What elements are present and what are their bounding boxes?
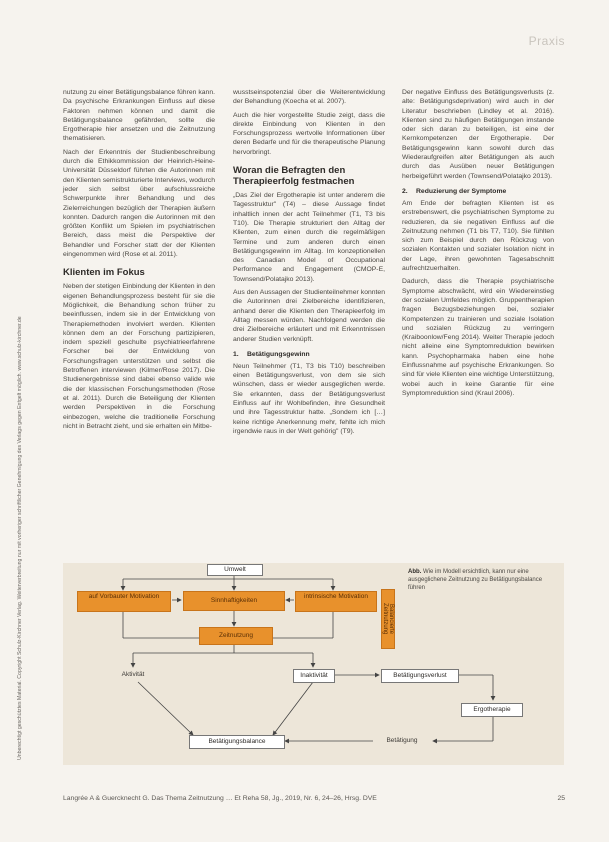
balanced-time-use-label: Balancierte Zeitnutzung bbox=[381, 589, 395, 649]
page-footer bbox=[63, 795, 565, 802]
paragraph: Auch die hier vorgestellte Studie zeigt, dass die direkte Einbindung von Klienten in den Forschungsprozess wertvolle Informationen über deren Bedarfe und für die therapeutische Planung hervorbringt. bbox=[233, 111, 385, 156]
subsection-number: 2. bbox=[402, 187, 408, 195]
node-betaetigungsbalance: Betätigungsbalance bbox=[189, 735, 285, 749]
subsection-heading bbox=[233, 350, 385, 359]
paragraph: Der negative Einfluss des Betätigungsverlusts (z. alte: Betätigungsdeprivation) wird auch in der Literatur beschrieben (Lindley et al. 2016). Klienten sind zu häufigen Betätigungen imstande oder sich daran zu beteiligen, ist eine der Kernkompetenzen der Ergotherapie. Der Betätigungsgewinn kann sowohl durch das Wiederaufgreifen alter Betätigungen als auch durch das Ausüben neuer Betätigungen herbeigeführt werden (Townsend/Polatajko 2013). bbox=[402, 89, 554, 180]
caption-text: Wie im Modell ersichtlich, kann nur eine ausgeglichene Zeitnutzung zu Betätigungsbalance führen bbox=[408, 569, 543, 591]
section-heading: Klienten im Fokus bbox=[63, 267, 145, 279]
paragraph: Neben der stetigen Einbindung der Klienten in den eigenen Behandlungsprozess besteht für sie die Möglichkeit, die Behandlung schon früher zu beeinflussen, indem sie in der Entwicklung von Therapiemethoden involviert werden. Klienten können dem an der Forschung partizipieren, indem speziell geschulte psychiatrieerfahrene Forscher bei der Entwicklung von Forschungsfragen unterstützen und selbst die Betroffenen interviewen (Kilmer/Rose 2017). Die Studienergebnisse sind dabei ebenso valide wie die der klassischen Forschungsmethoden (Rose et al. 2011). Durch die Beteiligung der Klienten werden Perspektiven in die Forschung einbezogen, welche die traditionelle Forschung nicht in Betracht zieht, und sie erhalten ein Mitbe- bbox=[63, 283, 215, 430]
node-sinnhaftigkeit: Sinnhaftigkeiten bbox=[183, 591, 285, 611]
paragraph: Nach der Erkenntnis der Studienbeschreibung durch die Ethikkommission der Heinrich-Heine-Universität Düsseldorf führten die Autorinnen mit den Klienten semistrukturierte Interviews, wodurch jeder sich selbst über aufschlussreiche Schwerpunkte ihrer Behandlung und des Zielerreichungen bezüglich der Therapien äußern konnten. Dadurch rangen die Autorinnen mit den größten Konflikt um Spielen im psychiatrischen Bereich, dass meist die Perspektive der Behandler und Forscher statt der der Klienten eingenommen wird (Rose et al. 2011). bbox=[63, 148, 215, 259]
text-column-2 bbox=[233, 88, 385, 440]
node-zeitnutzung: Zeitnutzung bbox=[199, 627, 273, 645]
footer-citation: Langrée A & Guercknecht G. Das Thema Zeitnutzung … Et Reha 58, Jg., 2019, Nr. 6, 24–26, Hrsg. DVE bbox=[63, 795, 377, 802]
paragraph: wusstseinspotenzial über die Weiterentwicklung der Behandlung (Koecha et al. 2007). bbox=[233, 89, 385, 106]
subsection-heading bbox=[402, 187, 554, 196]
paragraph: „Das Ziel der Ergotherapie ist unter anderem die Tagesstruktur" (T4) – diese Aussage findet inhaltlich innen der acht Teilnehmer (T1, T3 bis T10). Die Therapie strukturiert den Alltag der Klienten, zum einen durch die regelmäßigen Termine und zum anderen durch einen Betätigungsgewinn im Alltag. Im konzeptionellen des Canadian Model of Occupational Performance and Engagement (CMOP-E, Townsend/Polatajko 2013). bbox=[233, 192, 385, 283]
paragraph: nutzung zu einer Betätigungsbalance führen kann. Da psychische Erkrankungen Einfluss auf diese Faktoren nehmen können und damit die Betätigungsbalance gefährden, sollte die Ergotherapie hier ansetzen und die Zeitnutzung thematisieren. bbox=[63, 89, 215, 143]
paragraph: Am Ende der befragten Klienten ist es erstrebenswert, die psychiatrischen Symptome zu reduzieren, da sie negativen Einfluss auf die Zeitnutzung nehmen (T1 bis T7, T10). Sie fühlten sich zum Beispiel durch den Rückzug von sozialen Kontakten und sozialer Isolation nicht in der Lage, ihren gewohnten Tagesabschnitt aufrechtzuerhalten. bbox=[402, 199, 554, 273]
subsection-number: 1. bbox=[233, 350, 239, 358]
subsection-title: Reduzierung der Symptome bbox=[416, 187, 507, 195]
node-aktivitaet: Aktivität bbox=[121, 671, 145, 678]
paragraph: Aus den Aussagen der Studienteilnehmer konnten die Autorinnen drei Zielbereiche identifizieren, anhand derer die Klienten den Therapieerfolg im Alltag messen würden. Nachfolgend werden die drei Zielbereiche erläutert und mit Erkenntnissen anderer Studien verknüpft. bbox=[233, 289, 385, 343]
node-inaktivitaet: Inaktivität bbox=[293, 669, 335, 683]
caption-label: Abb. bbox=[408, 569, 422, 575]
figure-model bbox=[63, 563, 564, 765]
node-intrinsic-motivation: intrinsische Motivation bbox=[295, 591, 377, 612]
section-heading: Woran die Befragten den Therapieerfolg festmachen bbox=[233, 165, 355, 188]
node-extrinsic-motivation: auf Vorbauter Motivation bbox=[77, 591, 171, 612]
paragraph: Neun Teilnehmer (T1, T3 bis T10) beschreiben einen Betätigungsverlust, von dem sie sich wünschen, dass er wieder ausgeglichen werde. Sie erkannten, dass der Betätigungsverlust Einfluss auf ihr Wohlbefinden, ihre Gesundheit und ihre Tagesstruktur hatte. „Sondern ich […] keine richtige Anerkennung mehr, fehlte ich mich irgendwie raus in der Welt gehörig" (T9). bbox=[233, 362, 385, 435]
copyright-side-note: Unberechtigt geschütztes Material. Copyright Schulz-Kirchner Verlag. Weiterverbreitung nur mit vorheriger schriftlicher Genehmigung des Verlags gegen Entgelt möglich. www.schulz-kirchner.de bbox=[17, 316, 23, 760]
page-number: 25 bbox=[557, 795, 565, 802]
node-betaetigung: Betätigung bbox=[386, 737, 418, 744]
section-label: Praxis bbox=[528, 34, 565, 48]
node-ergotherapie: Ergotherapie bbox=[461, 703, 523, 717]
text-column-3 bbox=[402, 88, 554, 402]
figure-caption bbox=[408, 568, 558, 592]
subsection-title: Betätigungsgewinn bbox=[247, 350, 310, 358]
paragraph: Dadurch, dass die Therapie psychiatrische Symptome abschwächt, wird ein Wiedereinstieg der sozialen Umfeldes möglich. Gruppentherapien fragen Bezugsbeziehungen bei, sozialer Kompetenzen zu trainieren und soziale Isolation und sozialen Rückzug zu verringern (Kraiboonlow/Feng 2014). Weiter Therapie jedoch nicht alleine eine Symptomreduktion bewirken kann. Psychopharmaka haben eine hohe Einflussnahme auf psychische Erkrankungen. So sind für viele Klienten eine wichtige Unterstützung, wobei auch in keine Garantie für eine Symptomreduktion sind (Kraul 2006). bbox=[402, 278, 554, 397]
node-betaetigungsverlust: Betätigungsverlust bbox=[381, 669, 459, 683]
text-column-1 bbox=[63, 88, 215, 435]
node-umwelt: Umwelt bbox=[207, 564, 263, 576]
